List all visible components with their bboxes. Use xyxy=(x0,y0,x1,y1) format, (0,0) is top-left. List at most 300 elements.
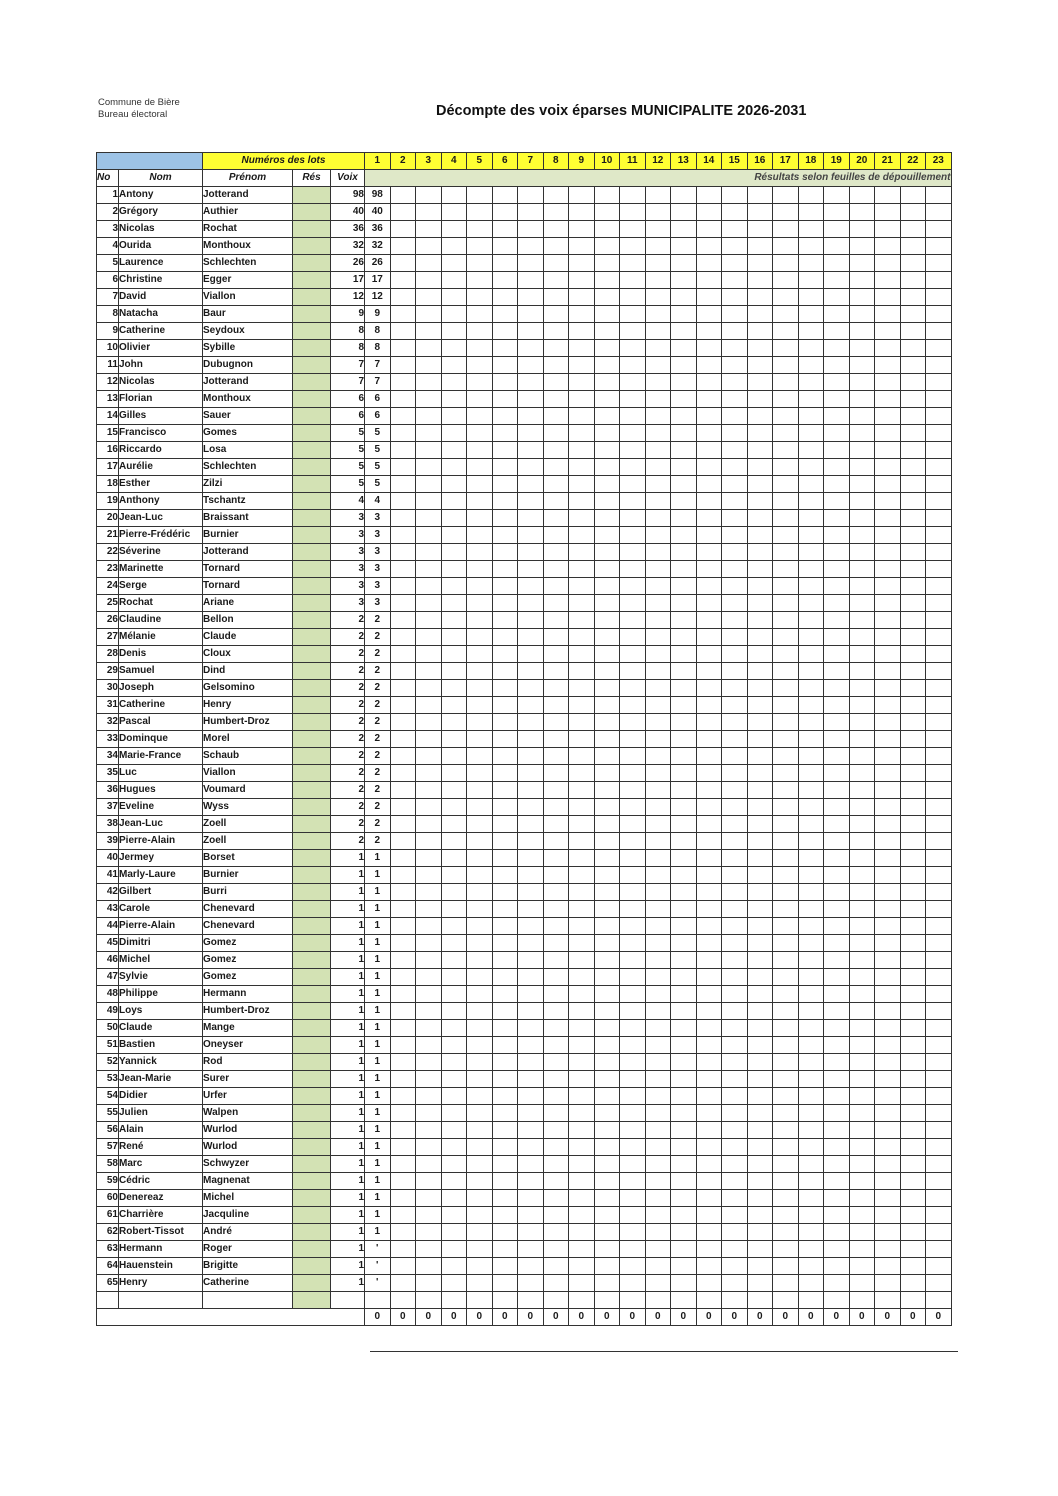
res-cell xyxy=(293,731,331,748)
lot-cell xyxy=(671,391,697,408)
lot-cell xyxy=(441,731,467,748)
lot-cell xyxy=(594,969,620,986)
candidate-prenom: Gomes xyxy=(203,425,293,442)
page-title: Décompte des voix éparses MUNICIPALITE 2026-2031 xyxy=(436,103,807,119)
lot-cell xyxy=(620,799,646,816)
lot-cell xyxy=(900,884,926,901)
lot-cell xyxy=(620,884,646,901)
lot-cell xyxy=(798,731,824,748)
lot-cell xyxy=(467,629,493,646)
voix-cell: 2 xyxy=(331,816,365,833)
lot-cell xyxy=(849,1037,875,1054)
lot-cell xyxy=(390,1088,416,1105)
row-number: 21 xyxy=(97,527,119,544)
lot-cell xyxy=(824,1173,850,1190)
lot-cell xyxy=(390,952,416,969)
table-row xyxy=(97,884,952,901)
lot-cell xyxy=(441,272,467,289)
row-number: 25 xyxy=(97,595,119,612)
lot-cell xyxy=(696,221,722,238)
lot-cell xyxy=(671,1258,697,1275)
lot-cell xyxy=(671,612,697,629)
lot-cell xyxy=(594,323,620,340)
lot-cell xyxy=(824,986,850,1003)
voix-cell: 2 xyxy=(331,782,365,799)
lot-cell xyxy=(875,1037,901,1054)
row-number: 54 xyxy=(97,1088,119,1105)
lot-cell xyxy=(569,935,595,952)
lot-cell xyxy=(875,238,901,255)
lot-cell xyxy=(747,1241,773,1258)
lot-cell xyxy=(747,578,773,595)
table-row xyxy=(97,510,952,527)
lot-cell xyxy=(773,850,799,867)
lot-cell xyxy=(492,442,518,459)
lot-cell xyxy=(390,1292,416,1309)
voix-cell: 1 xyxy=(331,1139,365,1156)
lot-cell xyxy=(518,731,544,748)
row-number: 36 xyxy=(97,782,119,799)
lot-cell xyxy=(390,306,416,323)
lot-cell xyxy=(492,459,518,476)
row-number: 22 xyxy=(97,544,119,561)
candidate-prenom: Rod xyxy=(203,1054,293,1071)
lot-cell xyxy=(824,323,850,340)
lot-cell xyxy=(620,782,646,799)
table-row xyxy=(97,901,952,918)
lot-cell xyxy=(543,731,569,748)
lot-cell xyxy=(722,1122,748,1139)
res-cell xyxy=(293,986,331,1003)
voix-cell: 3 xyxy=(331,595,365,612)
lot-cell xyxy=(569,1173,595,1190)
lot-cell xyxy=(773,476,799,493)
candidate-nom: Catherine xyxy=(119,323,203,340)
res-cell xyxy=(293,1020,331,1037)
candidate-prenom: Roger xyxy=(203,1241,293,1258)
lot-1-value: 1 xyxy=(365,1173,391,1190)
lot-cell xyxy=(696,952,722,969)
row-number: 49 xyxy=(97,1003,119,1020)
lot-cell xyxy=(518,1122,544,1139)
row-number: 40 xyxy=(97,850,119,867)
lot-cell xyxy=(594,595,620,612)
lot-cell xyxy=(849,1275,875,1292)
lot-cell xyxy=(875,697,901,714)
lot-cell xyxy=(824,1037,850,1054)
lot-cell xyxy=(645,510,671,527)
candidate-nom: Julien xyxy=(119,1105,203,1122)
lot-number-header: 20 xyxy=(849,153,875,170)
lot-cell xyxy=(492,357,518,374)
lot-cell xyxy=(416,459,442,476)
lot-cell xyxy=(824,459,850,476)
lot-cell xyxy=(926,374,952,391)
lot-1-value: 9 xyxy=(365,306,391,323)
lot-cell xyxy=(849,408,875,425)
lot-cell xyxy=(569,1190,595,1207)
lot-cell xyxy=(441,918,467,935)
lot-cell xyxy=(645,714,671,731)
lot-cell xyxy=(467,1054,493,1071)
lot-cell xyxy=(441,816,467,833)
table-row xyxy=(97,408,952,425)
lot-cell xyxy=(773,544,799,561)
lot-cell xyxy=(645,1275,671,1292)
lot-cell xyxy=(798,1122,824,1139)
voix-cell: 17 xyxy=(331,272,365,289)
lot-cell xyxy=(747,425,773,442)
candidate-prenom: Wurlod xyxy=(203,1122,293,1139)
lot-cell xyxy=(467,1292,493,1309)
lot-cell xyxy=(441,969,467,986)
lot-cell xyxy=(543,901,569,918)
lot-cell xyxy=(849,1139,875,1156)
lot-cell xyxy=(594,765,620,782)
lot-cell xyxy=(696,935,722,952)
lot-cell xyxy=(543,935,569,952)
voix-cell: 1 xyxy=(331,1258,365,1275)
lot-cell xyxy=(569,867,595,884)
lot-cell xyxy=(798,680,824,697)
lot-cell xyxy=(492,391,518,408)
lot-cell xyxy=(747,1020,773,1037)
lot-cell xyxy=(722,816,748,833)
lot-cell xyxy=(620,850,646,867)
lot-cell xyxy=(620,952,646,969)
lot-total: 0 xyxy=(671,1309,697,1326)
lot-cell xyxy=(594,425,620,442)
lot-cell xyxy=(620,1139,646,1156)
voix-cell: 7 xyxy=(331,374,365,391)
lot-cell xyxy=(620,986,646,1003)
res-cell xyxy=(293,238,331,255)
lot-cell xyxy=(747,272,773,289)
lot-cell xyxy=(594,799,620,816)
lot-cell xyxy=(849,187,875,204)
lot-cell xyxy=(773,748,799,765)
lot-cell xyxy=(671,1037,697,1054)
candidate-nom: Jermey xyxy=(119,850,203,867)
lot-cell xyxy=(747,510,773,527)
res-cell xyxy=(293,476,331,493)
lot-cell xyxy=(543,1054,569,1071)
res-cell xyxy=(293,323,331,340)
lot-cell xyxy=(416,952,442,969)
lot-cell xyxy=(926,697,952,714)
lot-cell xyxy=(798,1275,824,1292)
lot-number-header: 2 xyxy=(390,153,416,170)
row-number: 31 xyxy=(97,697,119,714)
table-row xyxy=(97,493,952,510)
lot-cell xyxy=(747,340,773,357)
lot-1-value: 1 xyxy=(365,1190,391,1207)
lot-cell xyxy=(467,867,493,884)
lot-cell xyxy=(926,833,952,850)
lot-cell xyxy=(390,799,416,816)
lot-cell xyxy=(467,323,493,340)
lot-cell xyxy=(671,1292,697,1309)
lot-cell xyxy=(696,272,722,289)
lot-cell xyxy=(543,1037,569,1054)
lot-cell xyxy=(416,748,442,765)
lot-cell xyxy=(441,901,467,918)
lot-1-value: 2 xyxy=(365,714,391,731)
lot-cell xyxy=(441,1275,467,1292)
lot-cell xyxy=(671,680,697,697)
table-row xyxy=(97,1190,952,1207)
lot-1-value: 26 xyxy=(365,255,391,272)
table-row xyxy=(97,799,952,816)
lot-cell xyxy=(543,850,569,867)
lot-cell xyxy=(696,884,722,901)
res-cell xyxy=(293,1071,331,1088)
lot-cell xyxy=(467,204,493,221)
lot-cell xyxy=(926,544,952,561)
lot-cell xyxy=(875,476,901,493)
lot-cell xyxy=(926,901,952,918)
lot-cell xyxy=(849,1292,875,1309)
voix-cell: 1 xyxy=(331,1173,365,1190)
candidate-nom: Pierre-Alain xyxy=(119,918,203,935)
lot-cell xyxy=(645,799,671,816)
lot-cell xyxy=(671,578,697,595)
lot-cell xyxy=(849,612,875,629)
lot-cell xyxy=(671,1071,697,1088)
candidate-prenom: Schlechten xyxy=(203,255,293,272)
lot-cell xyxy=(416,272,442,289)
table-row xyxy=(97,816,952,833)
res-cell xyxy=(293,680,331,697)
lot-cell xyxy=(492,748,518,765)
lot-cell xyxy=(849,935,875,952)
lot-cell xyxy=(390,425,416,442)
lot-cell xyxy=(594,1088,620,1105)
lot-cell xyxy=(569,918,595,935)
lot-cell xyxy=(594,374,620,391)
lot-cell xyxy=(441,1173,467,1190)
lot-cell xyxy=(645,1003,671,1020)
lot-cell xyxy=(900,765,926,782)
row-number: 2 xyxy=(97,204,119,221)
lot-cell xyxy=(569,425,595,442)
lot-1-value: 2 xyxy=(365,799,391,816)
lot-cell xyxy=(875,1275,901,1292)
lot-cell xyxy=(620,935,646,952)
candidate-nom: Marc xyxy=(119,1156,203,1173)
candidate-nom: Marie-France xyxy=(119,748,203,765)
lot-1-value: 4 xyxy=(365,493,391,510)
lot-cell xyxy=(900,1190,926,1207)
lot-cell xyxy=(645,391,671,408)
lot-cell xyxy=(849,1071,875,1088)
lot-cell xyxy=(390,969,416,986)
candidate-nom: Anthony xyxy=(119,493,203,510)
lot-cell xyxy=(569,306,595,323)
lot-cell xyxy=(875,459,901,476)
lot-cell xyxy=(518,952,544,969)
candidate-prenom: Tornard xyxy=(203,578,293,595)
lot-cell xyxy=(875,374,901,391)
lot-cell xyxy=(926,850,952,867)
lot-cell xyxy=(416,255,442,272)
lot-cell xyxy=(416,1258,442,1275)
lot-cell xyxy=(722,1190,748,1207)
lot-cell xyxy=(875,289,901,306)
lot-cell xyxy=(849,1207,875,1224)
lot-total: 0 xyxy=(824,1309,850,1326)
lot-cell xyxy=(696,391,722,408)
candidate-prenom: Brigitte xyxy=(203,1258,293,1275)
lot-cell xyxy=(849,527,875,544)
lot-cell xyxy=(824,357,850,374)
lot-cell xyxy=(773,1139,799,1156)
lot-cell xyxy=(671,374,697,391)
lot-cell xyxy=(543,391,569,408)
lot-cell xyxy=(518,442,544,459)
lot-cell xyxy=(722,1173,748,1190)
lot-cell xyxy=(875,646,901,663)
lot-cell xyxy=(594,221,620,238)
lot-cell xyxy=(671,1207,697,1224)
lot-cell xyxy=(773,816,799,833)
candidate-prenom: Monthoux xyxy=(203,238,293,255)
lot-cell xyxy=(620,901,646,918)
lot-cell xyxy=(492,221,518,238)
lot-cell xyxy=(875,680,901,697)
lot-cell xyxy=(441,799,467,816)
voix-cell: 12 xyxy=(331,289,365,306)
row-number: 13 xyxy=(97,391,119,408)
lot-cell xyxy=(798,1258,824,1275)
candidate-nom: Marinette xyxy=(119,561,203,578)
lot-cell xyxy=(773,663,799,680)
lot-cell xyxy=(773,833,799,850)
lot-cell xyxy=(773,765,799,782)
lot-cell xyxy=(747,1292,773,1309)
lot-cell xyxy=(798,1037,824,1054)
lot-cell xyxy=(518,1003,544,1020)
lot-cell xyxy=(620,221,646,238)
lot-cell xyxy=(569,442,595,459)
lot-cell xyxy=(824,1122,850,1139)
res-cell xyxy=(293,901,331,918)
candidate-prenom: Wyss xyxy=(203,799,293,816)
lot-cell xyxy=(569,459,595,476)
lot-1-value: 1 xyxy=(365,935,391,952)
lot-cell xyxy=(671,833,697,850)
lot-cell xyxy=(518,527,544,544)
lot-cell xyxy=(875,782,901,799)
lot-cell xyxy=(492,1105,518,1122)
lot-cell xyxy=(569,255,595,272)
lot-cell xyxy=(926,289,952,306)
lot-cell xyxy=(492,204,518,221)
lot-cell xyxy=(722,731,748,748)
lot-cell xyxy=(441,1241,467,1258)
lot-cell xyxy=(645,731,671,748)
lot-cell xyxy=(722,629,748,646)
row-number: 20 xyxy=(97,510,119,527)
lot-cell xyxy=(518,1156,544,1173)
candidate-nom: Grégory xyxy=(119,204,203,221)
lot-cell xyxy=(390,1156,416,1173)
lot-cell xyxy=(467,884,493,901)
lot-cell xyxy=(747,255,773,272)
candidate-nom: Serge xyxy=(119,578,203,595)
lot-cell xyxy=(518,357,544,374)
candidate-nom: David xyxy=(119,289,203,306)
lot-cell xyxy=(620,289,646,306)
lot-cell xyxy=(824,646,850,663)
lot-cell xyxy=(696,714,722,731)
table-row xyxy=(97,1139,952,1156)
lot-cell xyxy=(594,272,620,289)
lot-cell xyxy=(645,1105,671,1122)
table-row xyxy=(97,952,952,969)
lot-cell xyxy=(773,374,799,391)
table-row xyxy=(97,306,952,323)
res-cell xyxy=(293,1190,331,1207)
lot-cell xyxy=(875,442,901,459)
lot-cell xyxy=(390,731,416,748)
lot-cell xyxy=(773,697,799,714)
lot-cell xyxy=(747,1224,773,1241)
lot-cell xyxy=(620,476,646,493)
row-number: 47 xyxy=(97,969,119,986)
lot-cell xyxy=(824,561,850,578)
lot-cell xyxy=(722,187,748,204)
lot-cell xyxy=(722,493,748,510)
lot-cell xyxy=(875,918,901,935)
lot-cell xyxy=(518,1054,544,1071)
lot-cell xyxy=(926,238,952,255)
lot-cell xyxy=(645,901,671,918)
lot-cell xyxy=(467,374,493,391)
lot-cell xyxy=(620,595,646,612)
table-row xyxy=(97,833,952,850)
res-cell xyxy=(293,510,331,527)
lot-cell xyxy=(467,1275,493,1292)
lot-cell xyxy=(824,1054,850,1071)
lot-cell xyxy=(900,918,926,935)
lot-cell xyxy=(900,646,926,663)
table-row xyxy=(97,1207,952,1224)
lot-cell xyxy=(492,1190,518,1207)
lot-cell xyxy=(518,612,544,629)
lot-cell xyxy=(671,629,697,646)
lot-cell xyxy=(773,935,799,952)
lot-cell xyxy=(594,255,620,272)
lot-cell xyxy=(543,680,569,697)
lot-cell xyxy=(620,1190,646,1207)
column-header-no: No xyxy=(97,170,119,187)
lot-number-header: 13 xyxy=(671,153,697,170)
lot-cell xyxy=(722,289,748,306)
lot-cell xyxy=(390,867,416,884)
lot-cell xyxy=(926,1241,952,1258)
lot-total: 0 xyxy=(875,1309,901,1326)
lot-cell xyxy=(620,510,646,527)
candidate-prenom: Authier xyxy=(203,204,293,221)
lot-cell xyxy=(620,1003,646,1020)
lot-cell xyxy=(747,374,773,391)
lot-cell xyxy=(390,272,416,289)
row-number: 34 xyxy=(97,748,119,765)
lot-1-value: 1 xyxy=(365,850,391,867)
lot-cell xyxy=(824,731,850,748)
lot-cell xyxy=(441,663,467,680)
